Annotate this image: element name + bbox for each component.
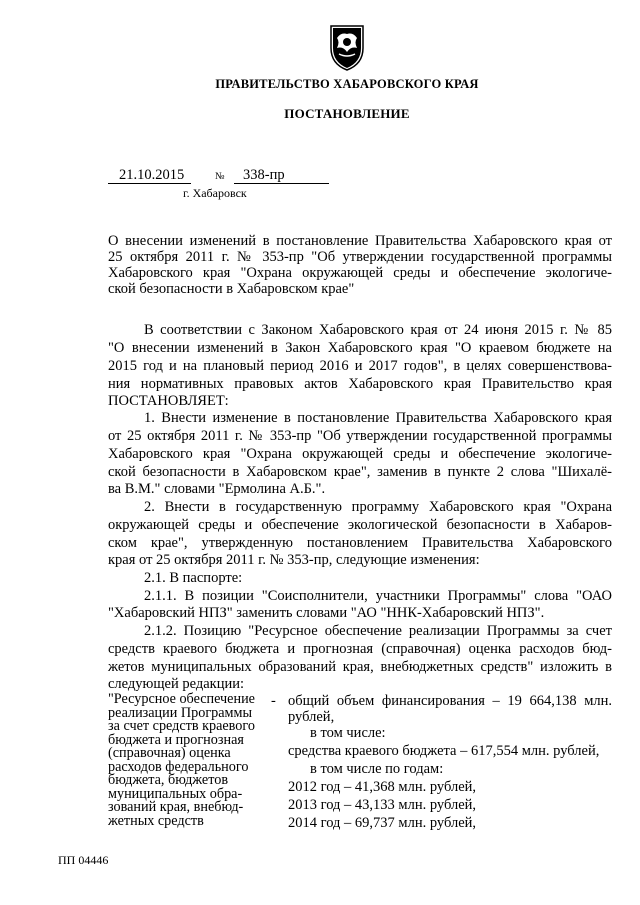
left-cell-line: бюджета, бюджетов (108, 772, 229, 788)
date-underline (108, 183, 191, 184)
body-line: 2.1.2. Позицию "Ресурсное обеспечение реализации Программы за счет (144, 623, 612, 639)
right-cell-line: в том числе по годам: (310, 761, 444, 777)
left-cell-line: за счет средств краевого (108, 718, 255, 734)
title-line: О внесении изменений в постановление Правительства Хабаровского края от (108, 233, 612, 249)
body-line: от 25 октября 2011 г. № 353-пр "Об утверждении государственной программы (108, 428, 612, 444)
number-underline (234, 183, 329, 184)
decree-date: 21.10.2015 (119, 167, 185, 183)
left-cell-line: (справочная) оценка (108, 745, 231, 761)
document-type: ПОСТАНОВЛЕНИЕ (284, 106, 410, 121)
city: г. Хабаровск (183, 186, 247, 200)
left-cell-line: расходов федерального (108, 758, 249, 775)
table-left-cell (108, 693, 268, 828)
left-cell-line: зований края, внебюд- (108, 799, 244, 815)
right-cell-line: 2012 год – 41,368 млн. рублей, (288, 779, 477, 795)
government-name: ПРАВИТЕЛЬСТВО ХАБАРОВСКОГО КРАЯ (215, 77, 479, 91)
left-cell-line: бюджета и прогнозная (108, 731, 244, 748)
body-line: ском крае", утвержденную постановлением Правительства Хабаровского (108, 535, 612, 551)
body-line: окружающей среды и обеспечение экологической безопасности в Хабаров- (108, 517, 612, 533)
body-line: "Хабаровский НПЗ" заменить словами "АО "ННК-Хабаровский НПЗ". (108, 605, 545, 621)
body-line: 2.1.1. В позиции "Соисполнители, участники Программы" слова "ОАО (144, 588, 612, 604)
decree-title (108, 233, 612, 297)
left-cell-line: жетных средств (108, 812, 204, 829)
title-line: ской безопасности в Хабаровском крае" (108, 281, 355, 297)
body-line: В соответствии с Законом Хабаровского края от 24 июня 2015 г. № 85 (144, 322, 612, 338)
right-cell-line: 2013 год – 43,133 млн. рублей, (288, 797, 477, 813)
body-line: ния нормативных правовых актов Хабаровского края Правительство края (108, 376, 612, 392)
left-cell-line: реализации Программы (108, 704, 253, 721)
footer-code: ПП 04446 (58, 853, 109, 867)
left-cell-line: муниципальных обра- (108, 785, 243, 802)
right-cell-line: средства краевого бюджета – 617,554 млн. рублей, (288, 743, 600, 759)
body-line: 2. Внести в государственную программу Хабаровского края "Охрана (144, 499, 612, 515)
title-line: 25 октября 2011 г. № 353-пр "Об утверждении государственной программы (108, 249, 612, 265)
right-cell-line: общий объем финансирования – 19 664,138 млн. (288, 693, 612, 709)
left-cell-line: "Ресурсное обеспечение (108, 691, 255, 707)
body-line: 2.1. В паспорте: (144, 570, 243, 586)
title-line: Хабаровского края "Охрана окружающей среды и обеспечение экологиче- (108, 265, 612, 281)
number-sign: № (215, 171, 225, 182)
right-cell-line: рублей, (288, 709, 335, 725)
body-line: следующей редакции: (108, 676, 245, 692)
right-cell-line: в том числе: (310, 725, 386, 741)
body-line: ПОСТАНОВЛЯЕТ: (108, 393, 229, 409)
right-cell-line: 2014 год – 69,737 млн. рублей, (288, 815, 477, 831)
body-line: 2015 год и на плановый период 2016 и 2017 годов", в целях совершенствова- (108, 358, 612, 374)
decree-number: 338-пр (243, 167, 285, 183)
body-line: "О внесении изменений в Закон Хабаровского края "О краевом бюджете на (108, 340, 612, 356)
table-dash: - (271, 693, 276, 709)
body-line: ва В.М." словами "Ермолина А.Б.". (108, 481, 326, 497)
body-line: жетов муниципальных образований края, внебюджетных средств" изложить в (108, 659, 612, 675)
body-line: 1. Внести изменение в постановление Правительства Хабаровского края (144, 410, 612, 426)
body-line: средств краевого бюджета и прогнозная (справочная) оценка расходов бюд- (108, 641, 612, 657)
body-line: Хабаровского края "Охрана окружающей среды и обеспечение экологиче- (108, 446, 612, 462)
body-line: ской безопасности в Хабаровском крае", заменив в пункте 2 слова "Шихалё- (108, 464, 612, 480)
body-line: края от 25 октября 2011 г. № 353-пр, следующие изменения: (108, 552, 480, 568)
coat-of-arms-emblem (327, 22, 367, 72)
